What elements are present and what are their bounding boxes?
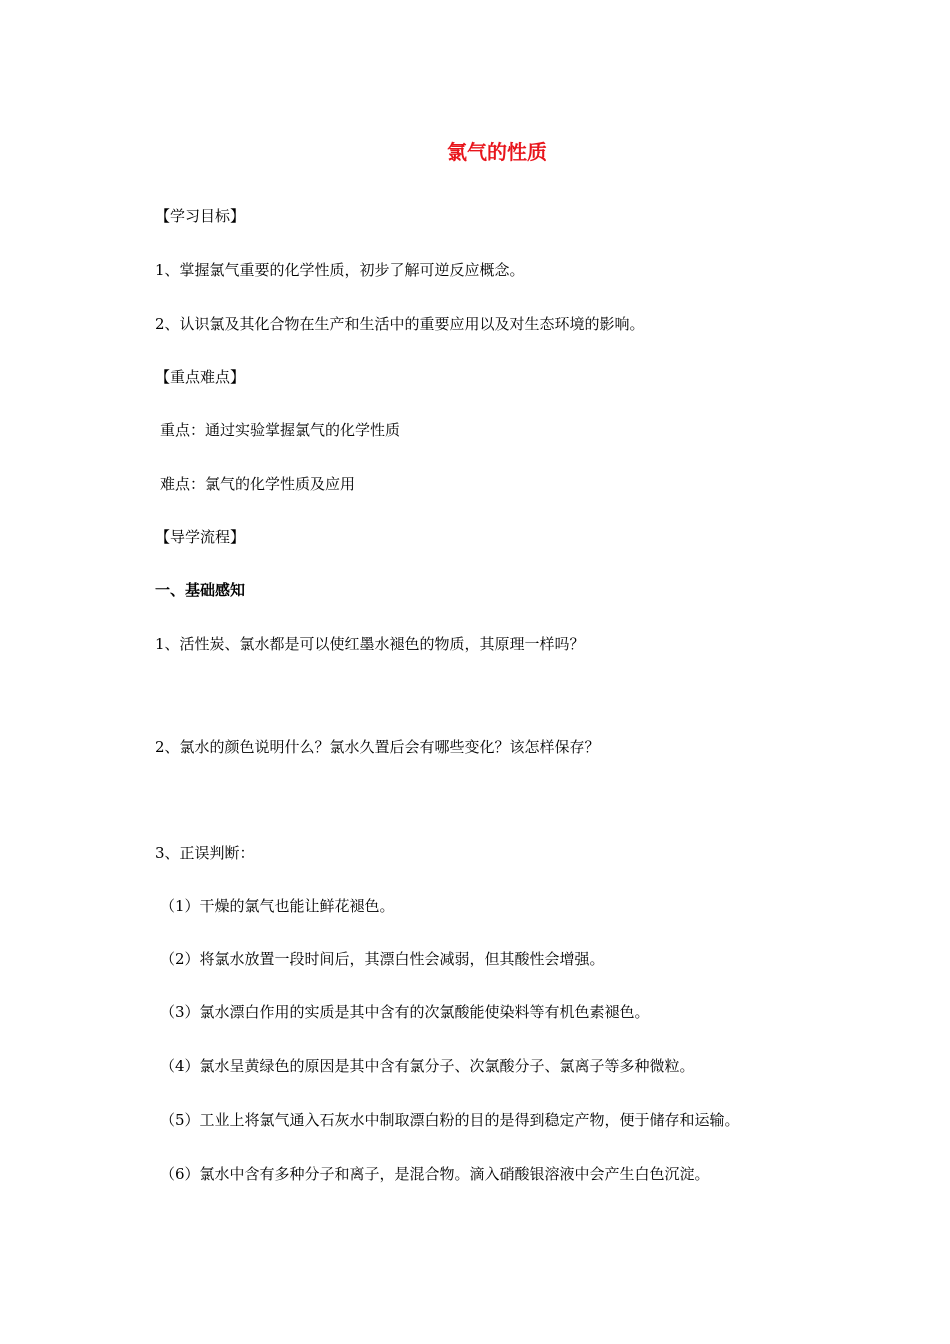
judgment-item: （5）工业上将氯气通入石灰水中制取漂白粉的目的是得到稳定产物，便于储存和运输。 xyxy=(160,1111,740,1129)
judgment-item: （2）将氯水放置一段时间后，其漂白性会减弱，但其酸性会增强。 xyxy=(160,950,605,968)
question-item: 1、活性炭、氯水都是可以使红墨水褪色的物质，其原理一样吗？ xyxy=(155,635,585,653)
objective-item: 2、认识氯及其化合物在生产和生活中的重要应用以及对生态环境的影响。 xyxy=(155,315,645,333)
judgment-item: （6）氯水中含有多种分子和离子，是混合物。滴入硝酸银溶液中会产生白色沉淀。 xyxy=(160,1165,710,1183)
judgment-item: （4）氯水呈黄绿色的原因是其中含有氯分子、次氯酸分子、氯离子等多种微粒。 xyxy=(160,1057,695,1075)
key-point: 重点：通过实验掌握氯气的化学性质 xyxy=(160,421,401,439)
objectives-heading: 【学习目标】 xyxy=(155,207,246,225)
difficult-point: 难点：氯气的化学性质及应用 xyxy=(160,475,356,493)
objective-item: 1、掌握氯气重要的化学性质，初步了解可逆反应概念。 xyxy=(155,261,525,279)
key-points-heading: 【重点难点】 xyxy=(155,368,246,386)
process-heading: 【导学流程】 xyxy=(155,528,246,546)
question-item: 2、氯水的颜色说明什么？氯水久置后会有哪些变化？该怎样保存？ xyxy=(155,738,600,756)
part-one-heading: 一、基础感知 xyxy=(155,581,246,599)
question-item: 3、正误判断： xyxy=(155,844,255,862)
judgment-item: （3）氯水漂白作用的实质是其中含有的次氯酸能使染料等有机色素褪色。 xyxy=(160,1003,650,1021)
judgment-item: （1）干燥的氯气也能让鲜花褪色。 xyxy=(160,897,395,915)
page-title: 氯气的性质 xyxy=(447,140,547,164)
